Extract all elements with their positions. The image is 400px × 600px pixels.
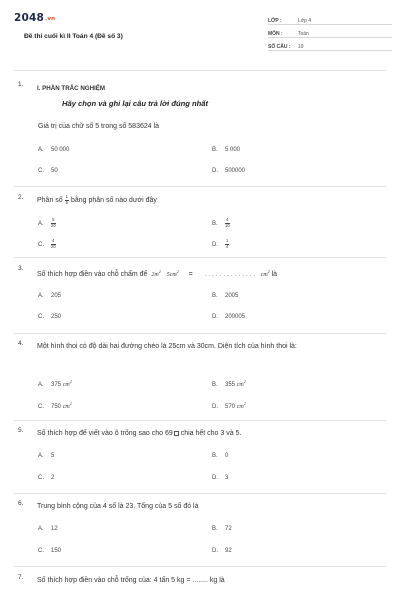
option-c[interactable]: C. 150: [38, 548, 62, 554]
question-text: Một hình thoi có độ dài hai đường chéo là 25cm và 30cm. Diện tích của hình thoi là:: [37, 343, 297, 350]
question-number: 6.: [18, 500, 24, 507]
option-b[interactable]: B. 355 $cm^2$: [212, 379, 246, 388]
option-b[interactable]: B. 2005: [212, 293, 239, 299]
divider: [14, 186, 386, 187]
meta-value: Toán: [298, 30, 309, 37]
fraction: $\frac{1}{5}$: [65, 194, 68, 205]
divider: [14, 566, 386, 567]
option-c[interactable]: C. 2: [38, 475, 55, 481]
divider: [14, 257, 386, 258]
page-header: [14, 0, 386, 58]
option-d[interactable]: D. 500000: [212, 168, 246, 174]
site-logo[interactable]: 2048.vn: [14, 12, 56, 24]
option-c[interactable]: C. 750 $cm^2$: [38, 401, 72, 410]
blank-box: [174, 431, 179, 436]
question-number: 2.: [18, 194, 24, 201]
option-b[interactable]: B. 0: [212, 453, 229, 459]
question-number: 4.: [18, 340, 24, 347]
divider: [14, 70, 386, 71]
option-a[interactable]: A. 12: [38, 526, 58, 532]
meta-row-count: [268, 39, 392, 51]
question-text: Phân số $\frac{1}{5}$ bằng phân số nào dưới đây: [37, 194, 157, 205]
option-d[interactable]: D. 200005: [212, 314, 246, 320]
option-a[interactable]: A. 205: [38, 293, 62, 299]
option-b[interactable]: B. 72: [212, 526, 232, 532]
option-a[interactable]: A. 375 $cm^2$: [38, 379, 72, 388]
option-d[interactable]: D. 570 $cm^2$: [212, 401, 246, 410]
option-b[interactable]: B. $\frac{4}{10}$: [212, 217, 230, 228]
divider: [14, 493, 386, 494]
option-d[interactable]: D. 92: [212, 548, 232, 554]
meta-label: MÔN :: [268, 30, 283, 37]
meta-row-subject: [268, 26, 392, 38]
divider: [14, 420, 386, 421]
meta-label: LỚP :: [268, 17, 282, 24]
question-text: Số thích hợp điền vào chỗ chấm để $2m^2$ $5cm^2$ = . . . . . . . . . . . . . . $cm^2$ là: [37, 269, 278, 278]
option-d[interactable]: D. $\frac{1}{4}$: [212, 238, 229, 249]
exam-meta: [268, 13, 392, 52]
exam-title: Đề thi cuối kì II Toán 4 (Đề số 3): [24, 33, 123, 40]
question-number: 5.: [18, 427, 24, 434]
meta-label: SỐ CÂU :: [268, 43, 291, 50]
question-text: Giá trị của chữ số 5 trong số 583624 là: [38, 123, 160, 130]
option-a[interactable]: A. 5: [38, 453, 55, 459]
meta-value: Lớp 4: [298, 17, 312, 24]
question-text: Số thích hợp điền vào chỗ trống của: 4 tấn 5 kg = ........ kg là: [37, 577, 225, 584]
question-number: 1.: [18, 81, 24, 88]
question-text: Trung bình cộng của 4 số là 23. Tổng của 5 số đó là: [37, 503, 199, 510]
divider: [14, 333, 386, 334]
section-instruction: Hãy chọn và ghi lại câu trả lời đúng nhất: [62, 99, 209, 108]
option-b[interactable]: B. 5 000: [212, 147, 241, 153]
option-c[interactable]: C. 50: [38, 168, 58, 174]
option-c[interactable]: C. 250: [38, 314, 62, 320]
question-number: 7.: [18, 574, 24, 581]
option-a[interactable]: A. $\frac{5}{20}$: [38, 217, 56, 228]
option-a[interactable]: A. 50 000: [38, 147, 70, 153]
section-title: I. PHẦN TRẮC NGHIỆM: [37, 85, 106, 92]
option-c[interactable]: C. $\frac{4}{20}$: [38, 238, 56, 249]
meta-value: 19: [298, 43, 304, 50]
option-d[interactable]: D. 3: [212, 475, 229, 481]
question-text: Số thích hợp để viết vào ô trống sao cho 69 chia hết cho 3 và 5.: [37, 430, 242, 437]
question-number: 3.: [18, 265, 24, 272]
meta-row-class: [268, 13, 392, 25]
